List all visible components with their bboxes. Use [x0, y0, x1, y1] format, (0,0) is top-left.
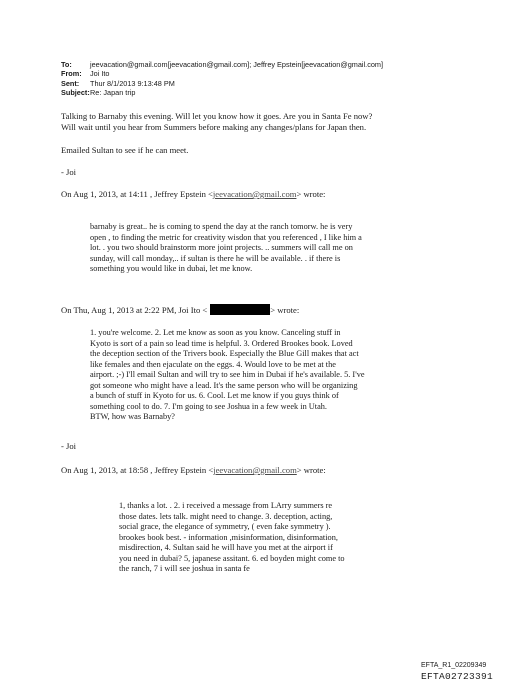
- quote2-line: Kyoto is sort of a pain so lead time is helpful. 3. Ordered Brookes book. Loved: [90, 338, 353, 348]
- email-link-3[interactable]: jeevacation@gmail.com: [213, 465, 297, 475]
- redaction-box: [210, 304, 270, 315]
- quote-header-3-post: > wrote:: [296, 465, 326, 475]
- quote-header-1: [61, 189, 325, 200]
- quote-header-1-post: > wrote:: [296, 189, 326, 199]
- quote2-line: got someone who might have a lead. It's the same person who will be organizing: [90, 380, 358, 390]
- sent-value: Thur 8/1/2013 9:13:48 PM: [90, 78, 175, 88]
- quote2-line: something cool to do. 7. I'm going to see Joshua in a few week in Utah.: [90, 401, 327, 411]
- reply-line-2: Will wait until you hear from Summers before making any changes/plans for Japan then.: [61, 122, 367, 132]
- signature-2: - Joi: [61, 441, 77, 451]
- email-header: [61, 60, 383, 97]
- quote1-line: sunday, will call monday,.. if sultan is there he will be available. . if there is: [90, 253, 341, 263]
- reply-line-1: Talking to Barnaby this evening. Will let you know how it goes. Are you in Santa Fe now?: [61, 111, 373, 121]
- email-link-1[interactable]: jeevacation@gmail.com: [212, 189, 297, 199]
- subject-row: [61, 88, 383, 97]
- quote2-line: airport. ;-) I'll email Sultan and will try to see him in Dubai if he's available. 5. I've: [90, 370, 365, 379]
- quote3-line: misdirection, 4. Sultan said he will have you met at the airport if: [119, 543, 333, 552]
- sent-row: [61, 79, 383, 88]
- to-label: To:: [61, 60, 72, 69]
- quote3-line: social grace, the elegance of symmetry, ( even fake symmetry ).: [119, 522, 331, 531]
- quote2-line: 1. you're welcome. 2. Let me know as soon as you know. Canceling stuff in: [90, 328, 341, 337]
- quote3-line: the ranch, 7 i will see joshua in santa fe: [119, 564, 250, 573]
- quote1-line: barnaby is great.. he is coming to spend the day at the ranch tomorw. he is very: [90, 222, 353, 231]
- to-value: jeevacation@gmail.com[jeevacation@gmail.com]; Jeffrey Epstein[jeevacation@gmail.com]: [90, 60, 384, 69]
- reply-line-3: Emailed Sultan to see if he can meet.: [61, 145, 189, 155]
- quote2-line: a bunch of stuff in Kyoto for us. 6. Cool. Let me know if you guys think of: [90, 391, 339, 400]
- from-value: Joi Ito: [90, 69, 110, 79]
- quote3-line: those dates. lets talk. might need to change. 3. deception, acting,: [119, 511, 333, 521]
- quote3-line: you need in dubai? 5, japanese assitant. 6. ed boyden might come to: [119, 553, 345, 563]
- to-row: [61, 60, 383, 69]
- footer-id-2: EFTA02723391: [421, 671, 494, 682]
- signature-1: - Joi: [61, 167, 77, 177]
- subject-label: Subject:: [61, 87, 90, 97]
- quote-header-2: [61, 304, 299, 316]
- quote2-line: BTW, how was Barnaby?: [90, 412, 175, 421]
- quote-header-2-post: > wrote:: [270, 305, 300, 315]
- sent-label: Sent:: [61, 78, 80, 88]
- quote1-line: lot. . you two should brainstorm more joint projects. .. summers will call me on: [90, 243, 353, 252]
- quote-header-3: [61, 465, 326, 476]
- quote1-line: open , to finding the metric for creativity wisdon that you referenced , I like him a: [90, 232, 362, 242]
- subject-value: Re: Japan trip: [90, 87, 136, 97]
- quote-header-2-pre: On Thu, Aug 1, 2013 at 2:22 PM, Joi Ito <: [61, 305, 208, 315]
- quote3-line: brookes book best. - information ,misinformation, disinformation,: [119, 532, 338, 542]
- quote2-line: like females and then ejaculate on the eggs. 4. Would love to be met at the: [90, 359, 336, 369]
- quote3-line: 1, thanks a lot. . 2. i received a message from LArry summers re: [119, 501, 333, 510]
- quote1-line: something you would like in dubai, let me know.: [90, 264, 253, 273]
- from-row: [61, 69, 383, 78]
- from-label: From:: [61, 69, 82, 79]
- quote2-line: the deception section of the Trivers book. Especially the Blue Gill makes that act: [90, 349, 359, 358]
- footer-id-1: EFTA_R1_02209349: [421, 662, 487, 669]
- quote-header-1-pre: On Aug 1, 2013, at 14:11 , Jeffrey Epstein <: [61, 189, 213, 199]
- quote-header-3-pre: On Aug 1, 2013, at 18:58 , Jeffrey Epstein <: [61, 465, 214, 475]
